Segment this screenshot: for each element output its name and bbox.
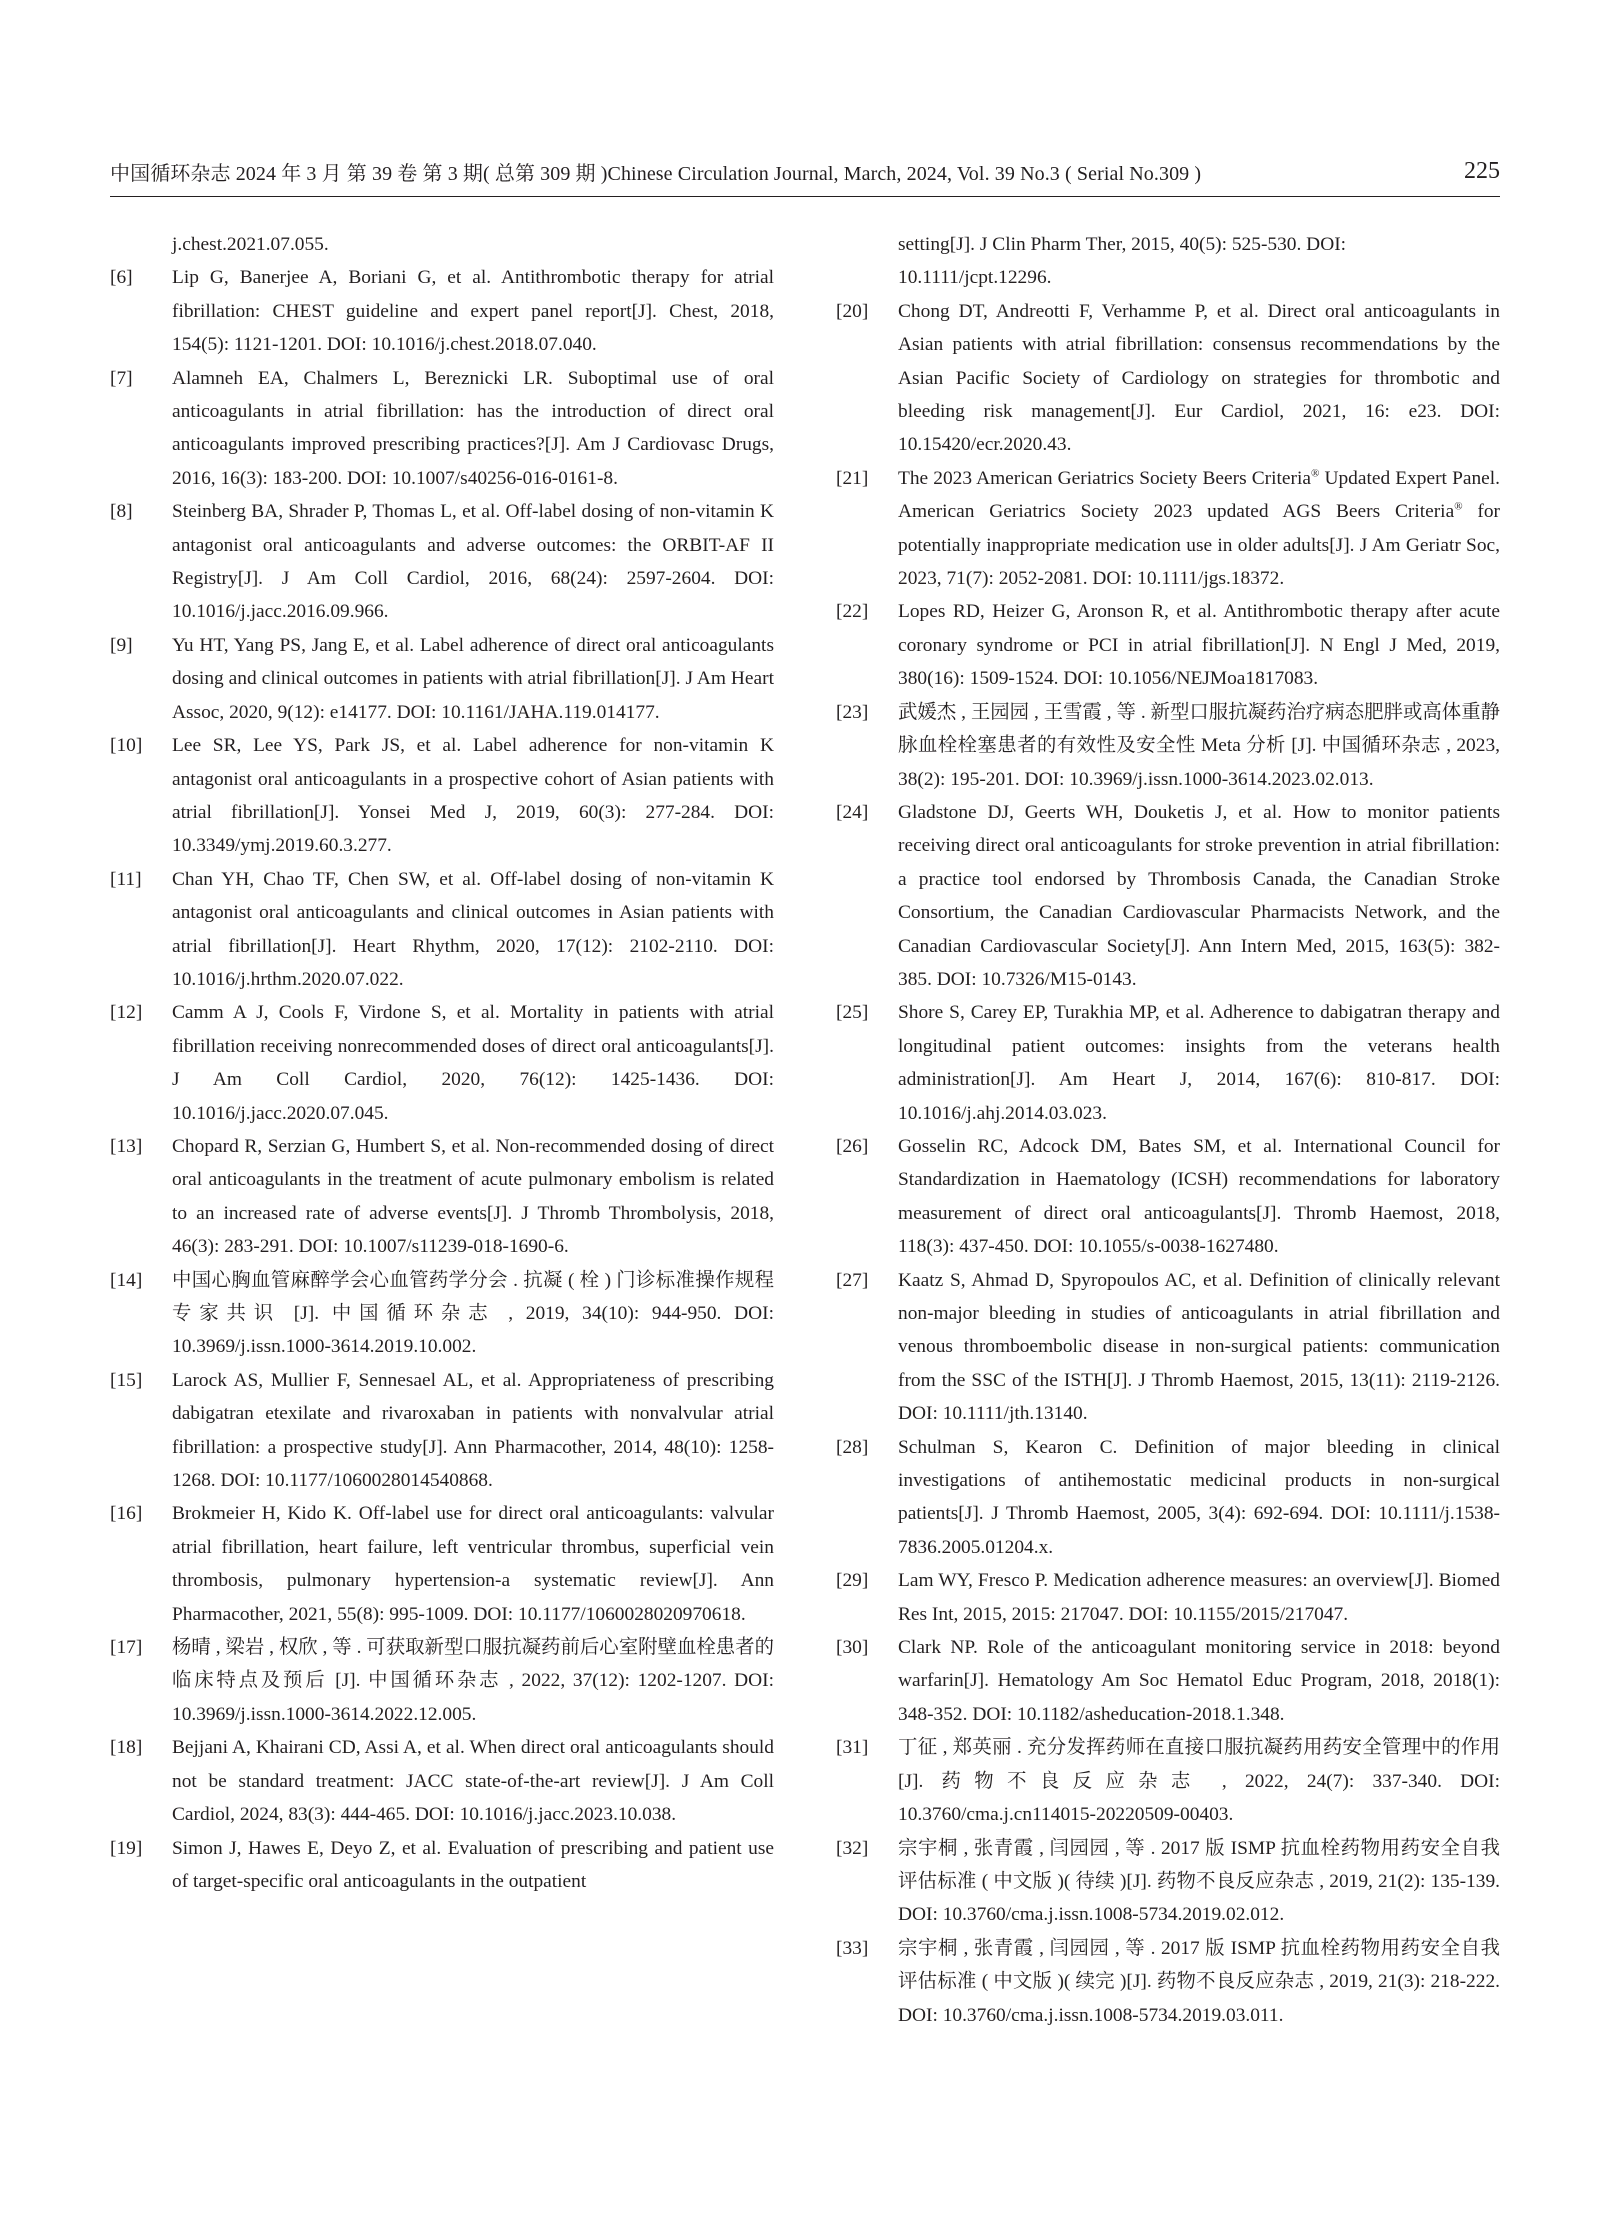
reference-number: [18]: [110, 1737, 143, 1759]
reference-number: [23]: [836, 701, 869, 723]
reference-item: [836, 696, 1500, 796]
reference-text: Yu HT, Yang PS, Jang E, et al. Label adherence of direct oral anticoagulants dosing and clinical outcomes in patients with atrial fibrillation[J]. J Am Heart Assoc, 2020, 9(12): e14177. DOI: 10.1161/JAHA.119.014177.: [172, 634, 774, 723]
reference-text: Lip G, Banerjee A, Boriani G, et al. Antithrombotic therapy for atrial fibrillation: CHEST guideline and expert panel report[J]. Chest, 2018, 154(5): 1121-1201. DOI: 10.1016/j.chest.2018.07.040.: [172, 267, 774, 356]
reference-number: [8]: [110, 501, 133, 523]
reference-number: [13]: [110, 1135, 143, 1157]
reference-number: [27]: [836, 1269, 869, 1291]
reference-number: [9]: [110, 634, 133, 656]
reference-item: [110, 863, 774, 997]
reference-text: Gladstone DJ, Geerts WH, Douketis J, et al. How to monitor patients receiving direct oral anticoagulants for stroke prevention in atrial fibrillation: a practice tool endorsed by Thrombosis Canada, the Canadian Stroke Consortium, the Canadian Cardiovascular Pharmacists Network, and the Canadian Cardiovascular Society[J]. Ann Intern Med, 2015, 163(5): 382-385. DOI: 10.7326/M15-0143.: [898, 801, 1500, 990]
reference-text: Chopard R, Serzian G, Humbert S, et al. Non-recommended dosing of direct oral anticoagulants in the treatment of acute pulmonary embolism is related to an increased rate of adverse events[J]. J Thromb Thrombolysis, 2018, 46(3): 283-291. DOI: 10.1007/s11239-018-1690-6.: [172, 1135, 774, 1258]
reference-item: [110, 1731, 774, 1831]
reference-text: 武媛杰 , 王园园 , 王雪霞 , 等 . 新型口服抗凝药治疗病态肥胖或高体重静脉血栓栓塞患者的有效性及安全性 Meta 分析 [J]. 中国循环杂志 , 2023, 38(2): 195-201. DOI: 10.3969/j.issn.1000-3614.2023.02.013.: [898, 701, 1500, 790]
reference-continuation: setting[J]. J Clin Pharm Ther, 2015, 40(5): 525-530. DOI: 10.1111/jcpt.12296.: [898, 234, 1347, 289]
reference-text: 宗宇桐 , 张青霞 , 闫园园 , 等 . 2017 版 ISMP 抗血栓药物用药安全自我评估标准 ( 中文版 )( 待续 )[J]. 药物不良反应杂志 , 2019, 21(2): 135-139. DOI: 10.3760/cma.j.issn.1008-5734.2019.02.012.: [898, 1837, 1500, 1926]
reference-text: Larock AS, Mullier F, Sennesael AL, et al. Appropriateness of prescribing dabigatran etexilate and rivaroxaban in patients with nonvalvular atrial fibrillation: a prospective study[J]. Ann Pharmacother, 2014, 48(10): 1258-1268. DOI: 10.1177/1060028014540868.: [172, 1369, 774, 1492]
reference-item: [836, 595, 1500, 695]
left-column: [110, 228, 774, 1898]
reference-number: [25]: [836, 1002, 869, 1024]
reference-text: Simon J, Hawes E, Deyo Z, et al. Evaluation of prescribing and patient use of target-specific oral anticoagulants in the outpatient: [172, 1837, 774, 1892]
reference-number: [29]: [836, 1570, 869, 1592]
reference-item: [110, 729, 774, 863]
reference-item: [836, 1932, 1500, 2032]
reference-text: Chong DT, Andreotti F, Verhamme P, et al. Direct oral anticoagulants in Asian patients with atrial fibrillation: consensus recommendations by the Asian Pacific Society of Cardiology on strategies for thrombotic and bleeding risk management[J]. Eur Cardiol, 2021, 16: e23. DOI: 10.15420/ecr.2020.43.: [898, 300, 1500, 456]
journal-citation-line: 中国循环杂志 2024 年 3 月 第 39 卷 第 3 期( 总第 309 期 )Chinese Circulation Journal, March, 2024, Vol. 39 No.3 ( Serial No.309 ): [110, 163, 1202, 185]
reference-item: [836, 295, 1500, 462]
header-rule: [110, 196, 1500, 197]
reference-item: [836, 1431, 1500, 1565]
running-header: [110, 160, 1500, 198]
reference-item: [836, 1130, 1500, 1264]
reference-item: [836, 796, 1500, 996]
reference-number: [10]: [110, 735, 143, 757]
reference-item: [836, 1731, 1500, 1831]
reference-number: [28]: [836, 1436, 869, 1458]
reference-text-part: Updated Expert Panel. American Geriatrics Society 2023 updated AGS Beers Criteria: [898, 467, 1500, 523]
reference-text: Shore S, Carey EP, Turakhia MP, et al. Adherence to dabigatran therapy and longitudinal patient outcomes: insights from the veterans health administration[J]. Am Heart J, 2014, 167(6): 810-817. DOI: 10.1016/j.ahj.2014.03.023.: [898, 1002, 1500, 1124]
reference-number: [11]: [110, 868, 142, 890]
reference-item: [110, 362, 774, 496]
reference-item: [110, 1631, 774, 1731]
reference-number: [24]: [836, 801, 869, 823]
reference-text: Schulman S, Kearon C. Definition of major bleeding in clinical investigations of antihemostatic medicinal products in non-surgical patients[J]. J Thromb Haemost, 2005, 3(4): 692-694. DOI: 10.1111/j.1538-7836.2005.01204.x.: [898, 1436, 1500, 1558]
reference-text: Clark NP. Role of the anticoagulant monitoring service in 2018: beyond warfarin[J]. Hematology Am Soc Hematol Educ Program, 2018, 2018(1): 348-352. DOI: 10.1182/asheducation-2018.1.348.: [898, 1637, 1500, 1725]
reference-number: [19]: [110, 1837, 143, 1859]
reference-number: [17]: [110, 1637, 143, 1659]
reference-text-part: The 2023 American Geriatrics Society Beers Criteria: [898, 467, 1311, 489]
reference-number: [26]: [836, 1135, 869, 1157]
reference-text: 中国心胸血管麻醉学会心血管药学分会 . 抗凝 ( 栓 ) 门诊标准操作规程专家共识 [J]. 中国循环杂志 , 2019, 34(10): 944-950. DOI: 10.3969/j.issn.1000-3614.2019.10.002.: [172, 1269, 774, 1358]
reference-number: [21]: [836, 467, 869, 489]
reference-number: [32]: [836, 1837, 869, 1859]
reference-item: [836, 1264, 1500, 1431]
reference-list-right: [836, 295, 1500, 2032]
reference-text: Gosselin RC, Adcock DM, Bates SM, et al. International Council for Standardization in Haematology (ICSH) recommendations for laboratory measurement of direct oral anticoagulants[J]. Thromb Haemost, 2018, 118(3): 437-450. DOI: 10.1055/s-0038-1627480.: [898, 1135, 1500, 1258]
page-number: 225: [1464, 158, 1500, 184]
reference-number: [20]: [836, 300, 869, 322]
reference-text: 杨晴 , 梁岩 , 权欣 , 等 . 可获取新型口服抗凝药前后心室附壁血栓患者的临床特点及预后 [J]. 中国循环杂志 , 2022, 37(12): 1202-1207. DOI: 10.3969/j.issn.1000-3614.2022.12.005.: [172, 1637, 774, 1725]
reference-item: [110, 996, 774, 1130]
reference-text: Brokmeier H, Kido K. Off-label use for direct oral anticoagulants: valvular atrial fibrillation, heart failure, left ventricular thrombus, superficial vein thrombosis, pulmonary hypertension-a systematic review[J]. Ann Pharmacother, 2021, 55(8): 995-1009. DOI: 10.1177/1060028020970618.: [172, 1503, 774, 1625]
right-column: [836, 228, 1500, 2032]
reference-text: Camm A J, Cools F, Virdone S, et al. Mortality in patients with atrial fibrillation receiving nonrecommended doses of direct oral anticoagulants[J]. J Am Coll Cardiol, 2020, 76(12): 1425-1436. DOI: 10.1016/j.jacc.2020.07.045.: [172, 1002, 774, 1124]
reference-text: [898, 462, 1500, 596]
reference-text: Bejjani A, Khairani CD, Assi A, et al. When direct oral anticoagulants should not be standard treatment: JACC state-of-the-art review[J]. J Am Coll Cardiol, 2024, 83(3): 444-465. DOI: 10.1016/j.jacc.2023.10.038.: [172, 1737, 774, 1826]
reference-text: Lee SR, Lee YS, Park JS, et al. Label adherence for non-vitamin K antagonist oral anticoagulants in a prospective cohort of Asian patients with atrial fibrillation[J]. Yonsei Med J, 2019, 60(3): 277-284. DOI: 10.3349/ymj.2019.60.3.277.: [172, 735, 774, 857]
reference-item: [110, 1364, 774, 1498]
registered-mark: ®: [1310, 467, 1320, 480]
reference-number: [6]: [110, 267, 133, 289]
reference-text: Steinberg BA, Shrader P, Thomas L, et al. Off-label dosing of non-vitamin K antagonist oral anticoagulants and adverse outcomes: the ORBIT-AF II Registry[J]. J Am Coll Cardiol, 2016, 68(24): 2597-2604. DOI: 10.1016/j.jacc.2016.09.966.: [172, 501, 774, 623]
reference-item: [110, 261, 774, 361]
reference-number: [33]: [836, 1937, 869, 1959]
reference-text-part: for potentially inappropriate medication use in older adults[J]. J Am Geriatr Soc, 2023, 71(7): 2052-2081. DOI: 10.1111/jgs.18372.: [898, 501, 1500, 590]
reference-item: [110, 495, 774, 629]
reference-text: Lam WY, Fresco P. Medication adherence measures: an overview[J]. Biomed Res Int, 2015, 2015: 217047. DOI: 10.1155/2015/217047.: [898, 1570, 1500, 1625]
reference-item: [110, 1497, 774, 1631]
reference-number: [15]: [110, 1369, 143, 1391]
reference-text: 丁征 , 郑英丽 . 充分发挥药师在直接口服抗凝药用药安全管理中的作用 [J]. 药物不良反应杂志 , 2022, 24(7): 337-340. DOI: 10.3760/cma.j.cn114015-20220509-00403.: [898, 1737, 1500, 1826]
reference-item: [836, 462, 1500, 596]
reference-item: [110, 1264, 774, 1364]
reference-number: [22]: [836, 601, 869, 623]
reference-text: Lopes RD, Heizer G, Aronson R, et al. Antithrombotic therapy after acute coronary syndrome or PCI in atrial fibrillation[J]. N Engl J Med, 2019, 380(16): 1509-1524. DOI: 10.1056/NEJMoa1817083.: [898, 601, 1500, 690]
reference-number: [12]: [110, 1002, 143, 1024]
reference-text: 宗宇桐 , 张青霞 , 闫园园 , 等 . 2017 版 ISMP 抗血栓药物用药安全自我评估标准 ( 中文版 )( 续完 )[J]. 药物不良反应杂志 , 2019, 21(3): 218-222. DOI: 10.3760/cma.j.issn.1008-5734.2019.03.011.: [898, 1937, 1500, 2026]
reference-item: [836, 1564, 1500, 1631]
reference-item: [836, 996, 1500, 1130]
reference-text: Chan YH, Chao TF, Chen SW, et al. Off-label dosing of non-vitamin K antagonist oral anticoagulants and clinical outcomes in Asian patients with atrial fibrillation[J]. Heart Rhythm, 2020, 17(12): 2102-2110. DOI: 10.1016/j.hrthm.2020.07.022.: [172, 868, 774, 990]
reference-item: [110, 629, 774, 729]
reference-text: Kaatz S, Ahmad D, Spyropoulos AC, et al. Definition of clinically relevant non-major bleeding in studies of anticoagulants in atrial fibrillation and venous thromboembolic disease in non-surgical patients: communication from the SSC of the ISTH[J]. J Thromb Haemost, 2015, 13(11): 2119-2126. DOI: 10.1111/jth.13140.: [898, 1269, 1500, 1425]
reference-number: [30]: [836, 1637, 869, 1659]
reference-list-left: [110, 261, 774, 1898]
reference-item: [836, 1832, 1500, 1932]
reference-continuation: j.chest.2021.07.055.: [172, 234, 329, 255]
registered-mark: ®: [1454, 500, 1463, 513]
reference-item: [110, 1130, 774, 1264]
reference-number: [16]: [110, 1503, 143, 1525]
reference-text: Alamneh EA, Chalmers L, Bereznicki LR. Suboptimal use of oral anticoagulants in atrial fibrillation: has the introduction of direct oral anticoagulants improved prescribing practices?[J]. Am J Cardiovasc Drugs, 2016, 16(3): 183-200. DOI: 10.1007/s40256-016-0161-8.: [172, 367, 774, 489]
reference-number: [31]: [836, 1737, 869, 1759]
reference-number: [7]: [110, 367, 133, 389]
reference-item: [110, 1832, 774, 1899]
reference-item: [836, 1631, 1500, 1731]
reference-number: [14]: [110, 1269, 143, 1291]
